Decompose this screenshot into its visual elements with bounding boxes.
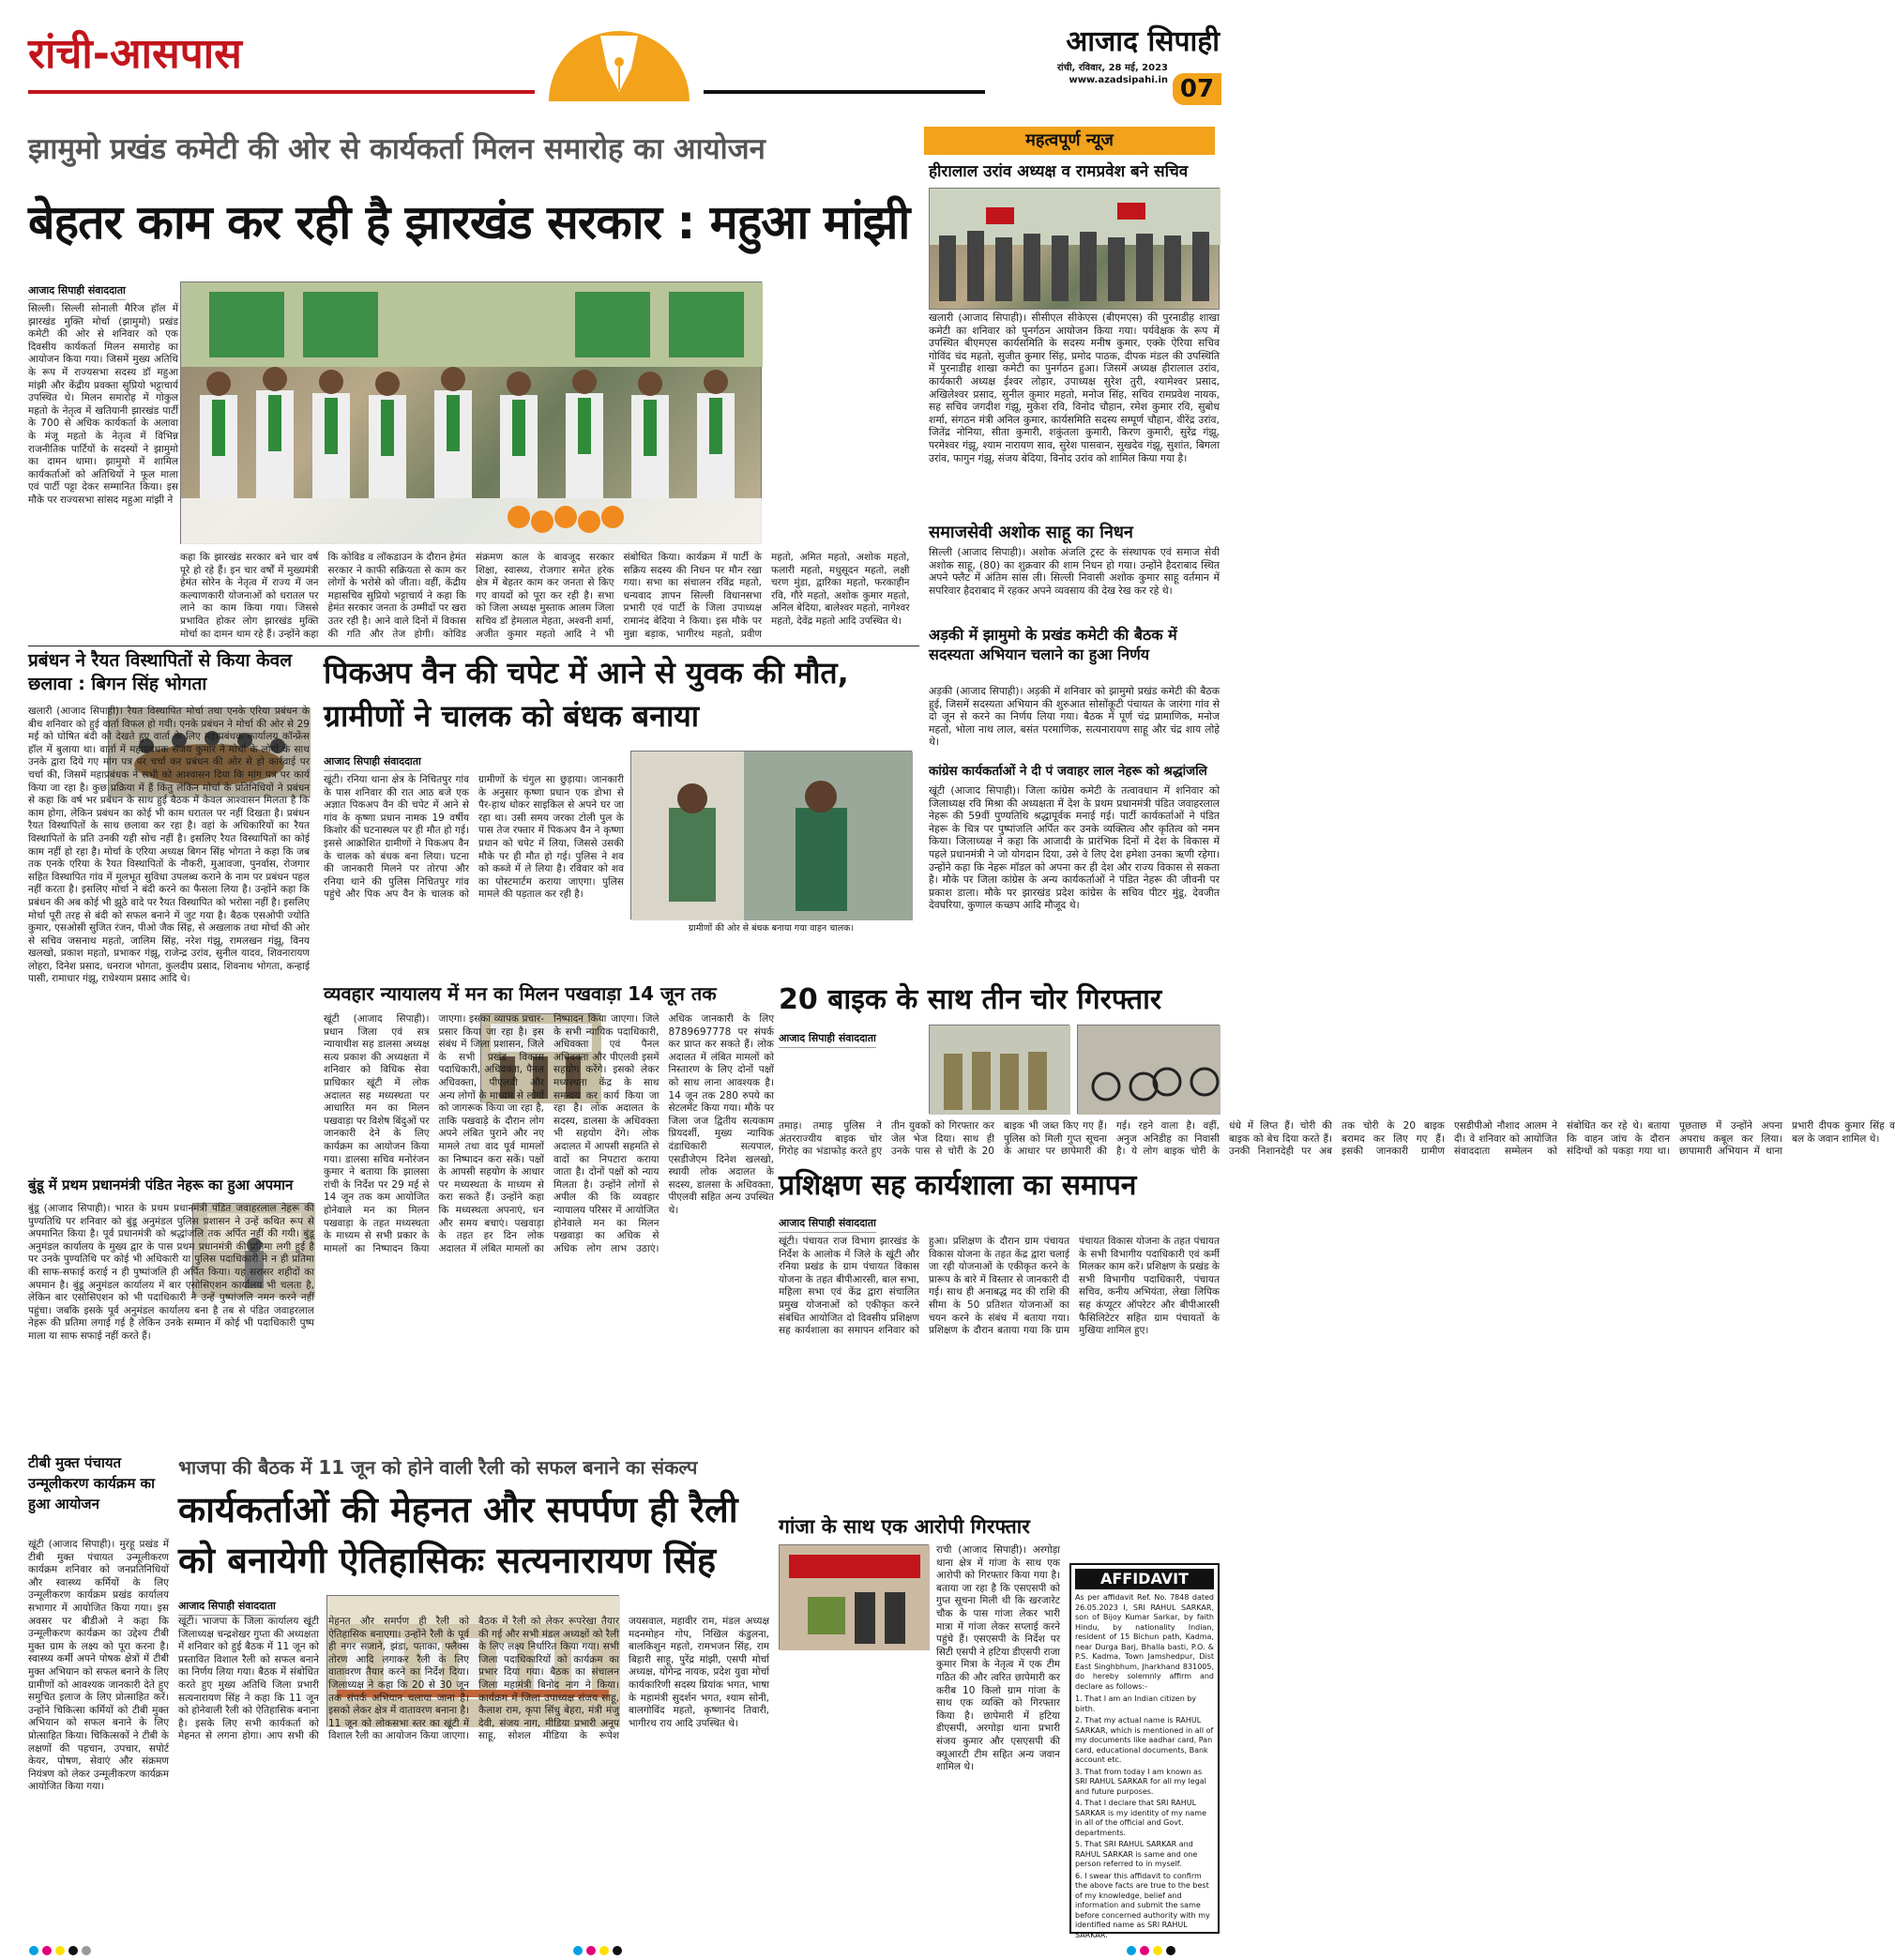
left-story3-headline: टीबी मुक्त पंचायत उन्मूलीकरण कार्यक्रम का हुआ आयोजन [28, 1454, 155, 1512]
meeting-stage-illustration [181, 282, 763, 545]
court-body: खूंटी (आजाद सिपाही)। प्रधान जिला एवं सत्र न्यायाधीश सह डालसा अध्यक्ष सत्य प्रकाश की अध्यक्षता में शनिवार को विधिक सेवा प्राधिकार खूंटी में लोक अदालत सह मध्यस्थता पर आधारित मन का मिलन पखवाड़ा पर विशेष बिंदुओं पर जानकारी देने के लिए कार्यक्रम का आयोजन किया गया। डालसा सचिव मनोरंजन कुमार ने बताया कि झालसा रांची के निर्देश पर 29 मई से 14 जून तक कम आयोजित होनेवाले मन का मिलन पखवाड़ा के तहत मध्यस्थता के माध्यम से सभी प्रकार के मामलों का निष्पादन किया जाएगा। इसका व्यापक प्रचार-प्रसार किया जा रहा है। इस संबंध में जिला प्रशासन, जिले के सभी प्रखंड विकास पदाधिकारी, अधिवक्ता, पैनल अधिवक्ता, पीएलवी और अन्य लोगों के माध्यम से लोगों को जागरूक किया जा रहा है, ताकि पखवाड़े के दौरान लोग अपने लंबित पुराने और नए मामले तथा वाद पूर्व मामलों का निष्पादन करा सकें। पक्षों के आपसी सहयोग के आधार पर मध्यस्थता के माध्यम से करा सकते हैं। उन्होंने कहा कि मध्यस्थता अपनाएं, धन और समय बचाएं। पखवाड़ा के तहत हर दिन लोक अदालत में लंबित मामलों का निष्पादन किया जाएगा। जिले के सभी न्यायिक पदाधिकारी, अधिवक्ता एवं पैनल अधिवक्ता और पीएलवी इसमें सहयोग करेंगे। इसको लेकर मध्यस्थता केंद्र के साथ समन्वय कर कार्य किया जा रहा है। लोक अदालत के सदस्य, डालसा के अधिवक्ता भी सहयोग देंगे। लोक अदालत में आपसी सहमति से वादों का निपटारा कराया जाता है। दोनों पक्षों को न्याय मिलता है। उन्होंने लोगों से अपील की कि व्यवहार न्यायालय परिसर में आयोजित होनेवाले मन का मिलन पखवाड़ा का अधिक से अधिक लोग लाभ उठाएं। अधिक जानकारी के लिए 8789697778 पर संपर्क कर प्राप्त कर सकते हैं। लोक अदालत में लंबित मामलों को निस्तारण के लिए दोनों पक्षों को साथ लाना आवश्यक है। 14 जून तक 280 रुपये का सेटलमेंट किया गया। मौके पर जिला जज द्वितीय सत्यकाम प्रियदर्शी, मुख्य न्यायिक दंडाधिकारी सत्यपाल, एसडीजेएम दिनेश खलखो, स्थायी लोक अदालत के सदस्य, डालसा के अधिवक्ता, पीएलवी सहित अन्य उपस्थित थे। [324, 1013, 774, 1254]
registration-marks-center [572, 1942, 685, 1953]
pickup-headline: पिकअप वैन की चपेट में आने से युवक की मौत, ग्रामीणों ने चालक को बंधक बनाया [324, 655, 849, 734]
affidavit-line: 1. That I am an Indian citizen by birth. [1075, 1694, 1197, 1713]
section-title: रांची-आसपास [28, 30, 242, 78]
right-story1-body: खलारी (आजाद सिपाही)। सीसीएल सीकेएस (बीएमएस) की पुरनाडीह शाखा कमेटी का शनिवार को पुनर्गठन आयोजन किया गया। पर्यवेक्षक के रूप में उपस्थित बीएमएस कार्यसमिति के सदस्य मनीष कुमार, एक्के ऐरिया सचिव गोविंद चंद महतो, सुजीत कुमार सिंह, प्रमोद पाठक, दीपक मंडल की उपस्थिति में पुरनाडीह शाखा कमेटी का पुनर्गठन हुआ। जिसमें अध्यक्ष हीरालाल उरांव, कार्यकारी अध्यक्ष ईश्वर लोहार, उपाध्यक्ष सुरेश तुरी, श्यामेश्वर प्रसाद, अखिलेश्वर प्रसाद, सुनील कुमार महतो, मनोज सिंह, सचिव रामप्रवेश नायक, सह सचिव जगदीश गंझू, मुकेश रवि, विनोद चौहान, रमेश कुमार रवि, सुबोध शर्मा, संगठन मंत्री अनिल कुमार, कार्यसमिति सदस्य सम्पूर्ण चौहान, वीरेंद्र उरांव, जितेंद्र नोनिया, सीता कुमारी, शकुंतला कुमारी, किरण कुमारी, सुरेंद्र गंझू, परमेश्वर गंझू, श्याम नारायण साव, सुरेश पासवान, सुखदेव गंझू, सुशांत, बिगला उरांव, फागुन गंझू, संजय बेदिया, विनोद उरांव को शामिल किया गया है। [929, 311, 1220, 464]
bjp-headline: कार्यकर्ताओं की मेहनत और सपर्पण ही रैली को बनायेगी ऐतिहासिकः सत्यनारायण सिंह [178, 1489, 738, 1581]
masthead [0, 0, 1243, 105]
right-story3-headline: अड़की में झामुमो के प्रखंड कमेटी की बैठक में सदस्यता अभियान चलाने का हुआ निर्णय [929, 626, 1177, 663]
left-story2-headline: बुंडू में प्रथम प्रधानमंत्री पंडित नेहरू का हुआ अपमान [28, 1177, 294, 1193]
color-dots-icon [28, 1945, 141, 1956]
right-story1-headline: हीरालाल उरांव अध्यक्ष व रामप्रवेश बने सचिव [929, 162, 1189, 181]
affidavit-line: 5. That SRI RAHUL SARKAR and RAHUL SARKAR is same and one person referred to in myself. [1075, 1840, 1198, 1868]
paper-name: आजाद सिपाही [1066, 25, 1220, 58]
driver-photo-illustration [631, 752, 913, 920]
court-headline: व्यवहार न्यायालय में मन का मिलन पखवाड़ा 14 जून तक [324, 982, 717, 1005]
lead-intro [28, 280, 178, 641]
group-photo-illustration [930, 189, 1220, 311]
pickup-photo [630, 751, 912, 919]
training-byline: आजाद सिपाही संवाददाता [779, 1214, 876, 1233]
affidavit-line: 3. That from today I am known as SRI RAHUL SARKAR for all my legal and future purposes. [1075, 1767, 1206, 1796]
website: www.azadsipahi.in [1069, 75, 1168, 85]
affidavit-line: 6. I swear this affidavit to confirm the above facts are true to the best of my knowledge, belief and information and submit the same before concerned authority with my identified name as SRI RAHUL SARKAR. [1075, 1871, 1210, 1939]
affidavit-box [1069, 1563, 1220, 1939]
dateline: रांची, रविवार, 28 मई, 2023 [1056, 63, 1168, 73]
training-column [779, 1212, 1220, 1508]
affidavit-title: AFFIDAVIT [1075, 1569, 1214, 1589]
lead-headline: बेहतर काम कर रही है झारखंड सरकार : महुआ मांझी [28, 195, 910, 250]
ganja-body: राची (आजाद सिपाही)। अरगोड़ा थाना क्षेत्र में गांजा के साथ एक आरोपी को गिरफ्तार किया गया है। बताया जा रहा है कि एसएसपी को गुप्त सूचना मिली थी कि खरजारेट चौक के पास गांजा लेकर भारी मात्रा में गांजा लेकर सप्लाई करने पहुंचे हैं। एसएसपी के निर्देश पर सिटी एसपी ने हटिया डीएसपी राजा कुमार मित्रा के नेतृत्व में एक टीम गठित की और त्वरित छापेमारी कर करीब 10 किलो ग्राम गांजा के साथ एक व्यक्ति को गिरफ्तार किया है। छापेमारी में हटिया डीएसपी, अरगोड़ा थाना प्रभारी संजय कुमार और एसएसपी की क्यूआरटी टीम सहित अन्य जवान शामिल थे। [936, 1544, 1060, 1773]
right-story4-body: खूंटी (आजाद सिपाही)। जिला कांग्रेस कमेटी के तत्वावधान में शनिवार को जिलाध्यक्ष रवि मिश्रा की अध्यक्षता में देश के प्रथम प्रधानमंत्री पंडित जवाहरलाल नेहरू की 59वीं पुण्यतिथि श्रद्धापूर्वक मनाई गई। पार्टी कार्यकर्ताओं ने पंडित नेहरू के चित्र पर पुष्पांजलि अर्पित कर उनके व्यक्तित्व और कृतित्व को नमन किया। जिलाध्यक्ष ने कहा कि आजादी के प्रारंभिक दिनों में देश के विकास में पहले प्रधानमंत्री ने जो योगदान दिया, उसे वे लिए देश हमेशा उनका ऋणी रहेगा। उन्होंने कहा कि नेहरू मॉडल को अपना कर ही देश और राज्य विकास से सकता है। मौके पर जिला कांग्रेस के अन्य कार्यकर्ताओं ने पंडित नेहरू की जीवनी पर प्रकाश डाला। मौके पर झारखंड प्रदेश कांग्रेस के सचिव पीटर मुंडू, देवजीत देवघरिया, कुणाल कच्छप आदि मौजूद थे। [929, 784, 1220, 912]
bjp-byline: आजाद सिपाही संवाददाता [178, 1597, 276, 1616]
pickup-column [324, 751, 624, 976]
bike-body: तमाड़। तमाड़ पुलिस ने अंतरराज्यीय बाइक चोर गिरोह का भंडाफोड़ करते हुए तीन युवकों को गिरफ्तार कर जेल भेज दिया। साथ ही उनके पास से चोरी के 20 बाइक भी जब्त किए गए हैं। पुलिस को मिली गुप्त सूचना के आधार पर छापेमारी की गई। रहने वाला है। वहीं, अनुज अनिडीह का निवासी है। ये लोग बाइक चोरी के धंधे में लिप्त हैं। चोरी की बाइक को बेच दिया करते हैं। उनकी निशानदेही पर अब तक चोरी के 20 बाइक बरामद कर लिए गए हैं। इसकी जानकारी ग्रामीण एसडीपीओ नौशाद आलम ने दी। वे शनिवार को आयोजित संवाददाता सम्मेलन को संबोधित कर रहे थे। बताया कि वाहन जांच के दौरान संदिग्धों को पकड़ा गया था। पूछताछ में उन्होंने अपना अपराध कबूल कर लिया। छापामारी अभियान में थाना प्रभारी दीपक कुमार सिंह व बल के जवान शामिल थे। [779, 1120, 1895, 1158]
bjp-body: खूंटी। भाजपा के जिला कार्यालय खूंटी जिलाध्यक्ष चन्द्रशेखर गुप्ता की अध्यक्षता में शनिवार को हुई बैठक में 11 जून को प्रस्तावित विशाल रैली को सफल बनाने का निर्णय लिया गया। बैठक में संबोधित करते हुए मुख्य अतिथि जिला प्रभारी सत्यनारायण सिंह ने कहा कि 11 जून को होनेवाली रैली को ऐतिहासिक बनाना है। इसके लिए सभी कार्यकर्ता को मेहनत से लगना होगा। आप सभी की मेहनत और समर्पण ही रैली को ऐतिहासिक बनाएगा। उन्होंने रैली के पूर्व ही नगर सजाने, झंडा, पताका, फ्लैक्स तोरण आदि लगाकर रैली के लिए वातावरण तैयार करने का निर्देश दिया। जिलाध्यक्ष ने कहा कि 20 से 30 जून तक संपर्क अभियान चलाया जाना है। इसको लेकर क्षेत्र में वातावरण बनाना है। 11 जून को लोकसभा स्तर का खूंटी में विशाल रैली का आयोजन किया जाएगा। बैठक में रैली को लेकर रूपरेखा तैयार की गई और सभी मंडल अध्यक्षों को रैली के लिए लक्ष्य निर्धारित किया गया। सभी जिला पदाधिकारियों को कार्यक्रम का प्रभार दिया गया। बैठक का संचालन जिला महामंत्री बिनोद नाग ने किया। कार्यक्रम में जिला उपाध्यक्ष संजय साहू, कैलाश राम, कृपा सिंधु बेहरा, मंत्री मंजु देवी, संजय नाग, मीडिया प्रभारी अनूप साहू, सोशल मीडिया के रूपेश जयसवाल, महावीर राम, मंडल अध्यक्ष मदनमोहन गोप, निखिल कंडुलना, बालकिशुन महतो, रामभजन सिंह, राम बिहारी साहू, पुरेंद्र मांझी, एसपी मोर्चा अध्यक्ष, योगेन्द्र नायक, प्रदेश युवा मोर्चा कार्यकारिणी सदस्य प्रियांक भगत, भाषा के महामंत्री सुदर्शन भगत, श्याम सोनी, बालगोविंद महतो, कृष्णानंद तिवारी, भागीरथ राय आदि उपस्थित थे। [178, 1616, 769, 1742]
left-story1-headline: प्रबंधन ने रैयत विस्थापितों से किया केवल छलावा : बिगन सिंह भोगता [28, 650, 293, 694]
color-dots-icon [572, 1945, 685, 1956]
bjp-kicker: भाजपा की बैठक में 11 जून को होने वाली रैली को सफल बनाने का संकल्प [178, 1456, 698, 1479]
right-story2-body: सिल्ली (आजाद सिपाही)। अशोक अंजलि ट्रस्ट के संस्थापक एवं समाज सेवी अशोक साहू, (80) का शुक्रवार की शाम निधन हो गया। उन्होंने हैदराबाद स्थित अपने फ्लैट में अंतिम सांस ली। सिल्ली निवासी अशोक कुमार साहू वर्तमान में सपरिवार हैदराबाद में रहकर अपने व्यवसाय की देख रेख कर रहे थे। [929, 546, 1220, 597]
masthead-right-rule [704, 90, 985, 94]
bike-byline: आजाद सिपाही संवाददाता [779, 1029, 876, 1048]
training-headline: प्रशिक्षण सह कार्यशाला का समापन [779, 1169, 1137, 1202]
left-story3-body: खूंटी (आजाद सिपाही)। मुरहू प्रखंड में टीबी मुक्त पंचायत उन्मूलीकरण कार्यक्रम शनिवार को जनप्रतिनिधियों और स्वास्थ्य कर्मियों के लिए उन्मूलीकरण कार्यक्रम प्रखंड कार्यालय सभागार में आयोजित किया गया। इस अवसर पर बीडीओ ने कहा कि उन्मूलीकरण कार्यक्रम का उद्देश्य टीबी मुक्त ग्राम के लक्ष्य को पूरा करना है। स्वास्थ्य कर्मी अपने पोषक क्षेत्रों में टीबी मुक्त अभियान को सफल बनाने के लिए ग्रामीणों को आवश्यक जानकारी देते हुए समुचित इलाज के लिए प्रोत्साहित करें। उन्होंने चिकित्सा कर्मियों को टीबी मुक्त अभियान को सफल बनाने के लिए प्रोत्साहित किया। चिकित्सकों ने टीबी के लक्षणों की पहचान, उपचार, सपोर्ट केयर, पोषण, सेवाएं और संक्रमण नियंत्रण को लेकर उन्मूलीकरण कार्यक्रम आयोजित किया गया। [28, 1539, 169, 1793]
bike-headline: 20 बाइक के साथ तीन चोर गिरफ्तार [779, 983, 1162, 1016]
registration-marks-right [1126, 1942, 1220, 1953]
pickup-byline: आजाद सिपाही संवाददाता [324, 752, 421, 771]
right-story4-headline: कांग्रेस कार्यकर्ताओं ने दी पं जवाहर लाल नेहरू को श्रद्धांजलि [929, 764, 1207, 779]
lead-kicker: झामुमो प्रखंड कमेटी की ओर से कार्यकर्ता मिलन समारोह का आयोजन [28, 132, 766, 166]
lead-body-right [769, 281, 912, 642]
lead-body-lower: कहा कि झारखंड सरकार बने चार वर्ष पूरे हो रहे हैं। इन चार वर्षों में मुख्यमंत्री हेमंत सोरेन के नेतृत्व में राज्य में जन कल्याणकारी योजनाओं को धरातल पर लाने का काम किया गया। जिससे प्रभावित होकर लोग झारखंड मुक्ति मोर्चा का दामन थाम रहे हैं। उन्होंने कहा कि कोविड व लॉकडाउन के दौरान हेमंत सरकार ने काफी सक्रियता से काम कर लोगों के भरोसे को जीता। वहीं, केंद्रीय महासचिव सुप्रियो भट्टाचार्य ने कहा कि हेमंत सरकार जनता के उम्मीदों पर खरा उतर रही है। आने वाले दिनों में विकास की गति और तेज होगी। कोविड संक्रमण काल के बावजूद सरकार शिक्षा, स्वास्थ्य, रोजगार समेत हरेक क्षेत्र में बेहतर काम कर जनता से किए गए वायदों को पूरा कर रही है। सभा को जिला अध्यक्ष मुस्ताक आलम जिला सचिव डॉ हेमलाल मेहता, अश्वनी शर्मा, अजीत कुमार महतो आदि ने भी संबोधित किया। कार्यक्रम में पार्टी के सक्रिय सदस्य की निधन पर मौन रखा गया। सभा का संचालन रविंद्र महतो, धन्यवाद ज्ञापन सिल्ली विधानसभा प्रभारी एवं पार्टी के जिला उपाध्यक्ष रामानंद बेदिया ने किया। इस मौके पर मुन्ना बड़ाक, भागीरथ महतो, प्रवीण महतो, अमित महतो, अशोक महतो, फलारी महतो, मधुसूदन महतो, लक्षी चरण मुंडा, द्वारिका महतो, फरकाहीन रवि, गौरे महतो, अशोक कुमार महतो, अनिल बेदिया, बालेश्वर महतो, नागेश्वर महतो, देवेंद्र महतो आदि उपस्थित थे। [180, 552, 910, 640]
masthead-rule [28, 90, 535, 94]
pickup-body: खूंटी। रनिया थाना क्षेत्र के निचितपुर गांव के पास शनिवार की रात आठ बजे एक अज्ञात पिकअप वैन की चपेट में आने से गांव के कृष्णा प्रधान नामक 19 वर्षीय किशोर की घटनास्थल पर ही मौत हो गई। इससे आक्रोशित ग्रामीणों ने पिकअप वैन के चालक को बंधक बना लिया। घटना की जानकारी मिलने पर तोरपा और रनिया थाने की पुलिस निचितपुर गांव पहुंचे और पिक अप वैन के चालक को ग्रामीणों के चंगुल सा छुड़ाया। जानकारी के अनुसार कृष्णा प्रधान एक डोभा से पैर-हाथ धोकर साइकिल से अपने घर जा रहा था। उसी समय जरका टोली पुल के पास तेज रफ्तार में पिकअप वैन ने कृष्णा प्रधान को चपेट में लिया, जिससे उसकी मौके पर ही मौत हो गई। पुलिस ने शव को कब्जे में ले लिया है। रविवार को शव का पोस्टमार्टम कराया जाएगा। पुलिस मामले की पड़ताल कर रही है। [324, 774, 624, 901]
page-number: 07 [1173, 73, 1221, 105]
lead-byline: आजाद सिपाही संवाददाता [28, 281, 126, 300]
lead-intro-text: सिल्ली। सिल्ली सोनाली मैरिज हॉल में झारखंड मुक्ति मोर्चा (झामुमो) प्रखंड कमेटी की ओर से शनिवार को एक दिवसीय कार्यकर्ता मिलन समारोह का आयोजन किया गया। जिसमें मुख्य अतिथि के रूप में राज्यसभा सदस्य डॉ महुआ मांझी और केंद्रीय प्रवक्ता सुप्रियो भट्टाचार्य उपस्थित थे। मिलन समारोह में गोकुल महतो के नेतृत्व में खतियानी झारखंड पार्टी के 700 से अधिक कार्यकर्ता के अलावा के मंजू महतो के नेतृत्व में विभिन्न राजनीतिक पार्टियों के सदस्यों ने झामुमो का दामन थामा। झामुमो में शामिल कार्यकर्ताओं को अतिथियों ने फूल माला एवं पार्टी पट्टा देकर सम्मानित किया। इस मौके पर राज्यसभा सांसद महुआ मांझी ने [28, 303, 178, 506]
color-dots-icon [1126, 1945, 1220, 1956]
pen-nib-logo-icon [549, 26, 690, 101]
pickup-photo-caption: ग्रामीणों की ओर से बंधक बनाया गया वाहन चालक। [688, 923, 855, 934]
right-story3-body: अड़की (आजाद सिपाही)। अड़की में शनिवार को झामुमो प्रखंड कमेटी की बैठक हुई, जिसमें सदस्यता अभियान की शुरुआत सोसोंकूटी पंचायत के जारंगा गांव से दो जून से करने का निर्णय लिया गया। बैठक में पूर्ण चंद्र प्रामाणिक, मनोज महतो, भोला नाथ लाल, बसंत परमाणिक, सत्यनारायण साहू और चंद्र शाय लोहे थे। [929, 685, 1220, 749]
lead-photo [180, 281, 762, 544]
right-section-label: महत्वपूर्ण न्यूज [924, 127, 1215, 155]
ganja-headline: गांजा के साथ एक आरोपी गिरफ्तार [779, 1515, 1030, 1538]
affidavit-line: As per affidavit Ref. No. 7848 dated 26.05.2023 I, SRI RAHUL SARKAR, son of Bijoy Kumar Sarkar, by faith Hindu, by nationality Indian, resident of 15 Bichun path, Kadma, near Durga Barj, Bhalla basti, P.O. & P.S. Kadma, Town Jamshedpur, Dist East Singhbhum, Jharkhand 831005, do hereby solemnly affirm and declare as follows:- [1075, 1593, 1214, 1691]
left-story2-body: बुंडू (आजाद सिपाही)। भारत के प्रथम प्रधानमंत्री पंडित जवाहरलाल नेहरू की पुण्यतिथि पर शनिवार को बुंडू अनुमंडल पुलिस प्रशासन ने उन्हें कथित रूप से अपमानित किया है। पूर्व प्रधानमंत्री को श्रद्धांजलि तक अर्पित नहीं की गयी। बुंडू अनुमंडल कार्यालय के मुख्य द्वार के पास प्रथम प्रधानमंत्री की प्रतिमा लगी हुई है पर उनके पुण्यतिथि पर कोई भी अधिकारी या पुलिस पदाधिकारी ने न ही प्रतिमा की साफ-सफाई कराई न ही पुष्पांजलि ही अर्पित किया। यह सरासर शहीदों का अपमान है। बुंडू अनुमंडल कार्यालय में बार एसोसिएशन कार्यालय भी चलता है, लेकिन बार एसोसिएशन को भी पदाधिकारी ने उन्हें पुष्पांजलि नमन करने नहीं पहुंचा। जबकि इसके पूर्व अनुमंडल कार्यालय बना है तब से पंडित जवाहरलाल नेहरू की प्रतिमा लगाई गई है लेकिन उनके सम्मान में कोई भी पदाधिकारी पुष्प माला या साफ सफाई नहीं करते हैं। [28, 1203, 314, 1342]
right-rally-photo [929, 188, 1220, 310]
left-story1-body: खलारी (आजाद सिपाही)। रैयत विस्थापित मोर्चा तथा एनके एरिया प्रबंधन के बीच शनिवार को हुई वार्ता विफल हो गयी। एनके प्रबंधन ने मोर्चा की ओर से 29 मई को घोषित बंदी को देखते हुए वार्ता के लिए महाप्रबंधक कार्यालय कॉन्फ्रेंस हॉल में बुलाया था। वार्ता में महाप्रबंधक संजय कुमार ने मोर्चा के लोगों के साथ उनके द्वारा दिये गए मांग पत्र पर चर्चा कर प्रबंधन की ओर से हो कार्रवाई पर चर्चा की, जिसमें महाप्रबंधक ने सभी को आश्वासन दिया कि मांग पत्र पर कार्य किया जा रहा है। कुछ प्रक्रिया में हैं किंतु लेकिन मोर्चा के प्रतिनिधियों ने प्रबंधन से कहा कि वर्ष भर प्रबंधन के साथ हुई बैठक में केवल आश्वासन मिलता है कि काम होगा, लेकिन प्रबंधन का कोई भी काम धरातल पर नहीं दिखता है। प्रबंधन रैयत विस्थापितों के साथ छलावा कर रहा है। वहां के अधिकारियों का रैयत विस्थापितों के प्रति उनकी यही सोच नहीं है। इसलिए रैयत विस्थापितों का कोई काम नहीं हो रहा है। मोर्चा के एरिया अध्यक्ष बिगन सिंह भोगता ने कहा कि जब तक एनके एरिया के रैयत विस्थापितों के नौकरी, मुआवजा, पुनर्वास, रोजगार सहित विस्थापित गांव में मूलभूत सुविधा उपलब्ध कराने के नाम पर प्रबंधन पहल नहीं करता है। इसलिए मोर्चा ने बंदी करने का फैसला लिया है। उन्होंने कहा कि प्रबंधन की अब कोई भी झूठे वादे पर रैयत विस्थापित को भरोसा नहीं है। इसलिए मोर्चा पूरी तरह से बंदी को सफल बनाने में जुट गया है। बैठक एसओपी ज्योति कुमार, एसओसी सुजित रंजन, पीओ जैक सिंह, से अखलाक तथा मोर्चा की ओर से सचिव जसनाथ महतो, जालिम सिंह, नरेश गंझू, रामलखन गंझू, विनय खलखो, प्रकाश महतो, प्रभाकर गंझू, राजेन्द्र उरांव, सुनील यादव, शिवनारायण लोहरा, दिनेश प्रसाद, धनराज भोगता, कुलदीप प्रसाद, शिवनाथ भोगता, कन्हाई पासी, रामाधार गंझू, राधेश्याम प्रसाद आदि थे। [28, 706, 310, 985]
right-story2-headline: समाजसेवी अशोक साहू का निधन [929, 523, 1133, 542]
training-body: खूंटी। पंचायत राज विभाग झारखंड के निर्देश के आलोक में जिले के खूंटी और रनिया प्रखंड के ग्राम पंचायत विकास योजना के तहत बीपीआरसी, बाल सभा, महिला सभा एवं केंद्र द्वारा संचालित प्रमुख योजनाओं को एकीकृत करने संबंधित आयोजित दो दिवसीय प्रशिक्षण सह कार्यशाला का समापन शनिवार को हुआ। प्रशिक्षण के दौरान ग्राम पंचायत विकास योजना के तहत केंद्र द्वारा चलाई जा रही योजनाओं के एकीकृत करने के प्रारूप के बारे में विस्तार से जानकारी दी गई। साथ ही अनाबद्ध मद की राशि की सीमा के 50 प्रतिशत योजनाओं का चयन करने के संबंध में बताया गया। प्रशिक्षण के दौरान बताया गया कि ग्राम पंचायत विकास योजना के तहत पंचायत के सभी विभागीय पदाधिकारी एवं कर्मी मिलकर काम करें। प्रशिक्षण के प्रखंड के सभी विभागीय पदाधिकारी, पंचायत सचिव, कनीय अभियंता, लेखा लिपिक सह कंप्यूटर ऑपरेटर और बीपीआरसी फैसिलिटेटर सहित ग्राम पंचायतों के मुखिया शामिल हुए। [779, 1236, 1220, 1337]
affidavit-line: 2. That my actual name is RAHUL SARKAR, which is mentioned in all of my documents like aadhar card, Pan card, educational documents, Bank account etc. [1075, 1716, 1214, 1764]
registration-marks-left [28, 1942, 141, 1953]
affidavit-line: 4. That I declare that SRI RAHUL SARKAR is my identity of my name in all of the official and Govt. departments. [1075, 1799, 1207, 1837]
